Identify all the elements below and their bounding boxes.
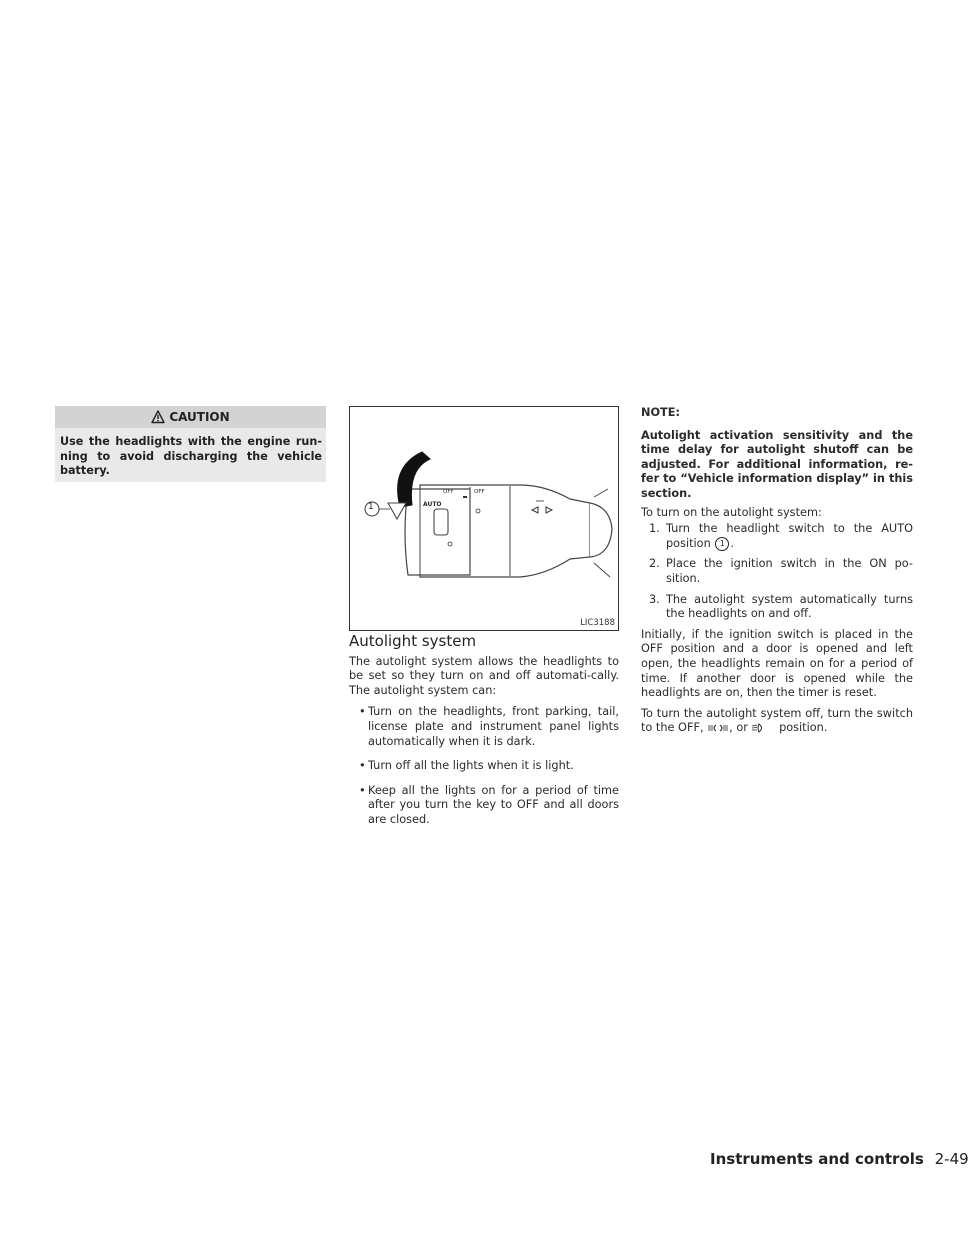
note-label: NOTE: — [641, 406, 680, 419]
caution-box — [55, 406, 326, 482]
note-text: Autolight activation sensitivity and the time delay for autolight shutoff can be adjusted. For additional information, re-fer to “Vehicle information display” in this section. — [641, 428, 913, 500]
headlight-switch-illustration — [350, 407, 618, 630]
figure-label-auto: AUTO — [423, 501, 442, 508]
steps-list — [641, 522, 913, 622]
list-item — [641, 557, 913, 586]
autolight-off-text-b: , or — [729, 721, 748, 735]
parking-light-icon — [707, 723, 729, 733]
page-footer — [710, 1150, 969, 1168]
footer-section-name: Instruments and controls — [710, 1150, 924, 1168]
list-item-text: Turn off all the lights when it is light. — [368, 759, 574, 773]
figure-label-off-left: OFF — [443, 489, 454, 495]
autolight-intro: The autolight system allows the headlights to be set so they turn on and off automati-cally. The autolight system can: — [349, 654, 619, 697]
autolight-off-paragraph — [641, 707, 913, 736]
timer-paragraph: Initially, if the ignition switch is placed in the OFF position and a door is opened and left open, the headlights remain on for a period of time. If another door is opened while the headlights are on, then the timer is reset. — [641, 627, 913, 700]
bullet-glyph: • — [359, 705, 366, 719]
list-item — [349, 705, 619, 749]
caution-heading: CAUTION — [169, 410, 230, 424]
list-item-text: Turn on the headlights, front parking, tail, license plate and instrument panel lights automatically when it is dark. — [368, 705, 619, 748]
caution-header — [55, 406, 326, 428]
autolight-features-list — [349, 705, 619, 827]
headlight-switch-figure — [349, 406, 619, 631]
step-text: Turn the headlight switch to the AUTO position — [666, 522, 913, 550]
step-text: Place the ignition switch in the ON po-sition. — [666, 557, 913, 585]
list-item — [349, 784, 619, 828]
list-item — [641, 522, 913, 551]
step-text: The autolight system automatically turns the headlights on and off. — [666, 592, 913, 621]
headlight-icon — [751, 722, 765, 734]
warning-triangle-icon — [151, 410, 165, 424]
right-column — [641, 406, 913, 736]
step-number: 2. — [649, 557, 660, 571]
page-number: 2-49 — [934, 1150, 969, 1168]
figure-label-off-right: OFF — [474, 489, 485, 495]
autolight-off-text-c: position. — [779, 721, 828, 735]
section-title: Autolight system — [349, 632, 477, 650]
figure-callout-1: 1 — [368, 502, 374, 512]
position-marker: 1 — [715, 537, 729, 551]
bullet-glyph: • — [359, 759, 366, 773]
autolight-off-text-a: To turn the autolight system off, turn the switch to the OFF, — [641, 706, 913, 735]
step-number: 3. — [649, 592, 660, 606]
step-number: 1. — [649, 522, 660, 536]
middle-column — [349, 634, 619, 838]
bullet-glyph: • — [359, 783, 366, 797]
step-text-end: . — [730, 536, 734, 550]
figure-code: LIC3188 — [580, 618, 615, 628]
list-item — [641, 593, 913, 622]
caution-text: Use the headlights with the engine run-ning to avoid discharging the vehicle battery. — [60, 435, 322, 477]
list-item-text: Keep all the lights on for a period of time after you turn the key to OFF and all doors are closed. — [368, 783, 619, 826]
steps-intro: To turn on the autolight system: — [641, 505, 822, 519]
list-item — [349, 759, 619, 774]
